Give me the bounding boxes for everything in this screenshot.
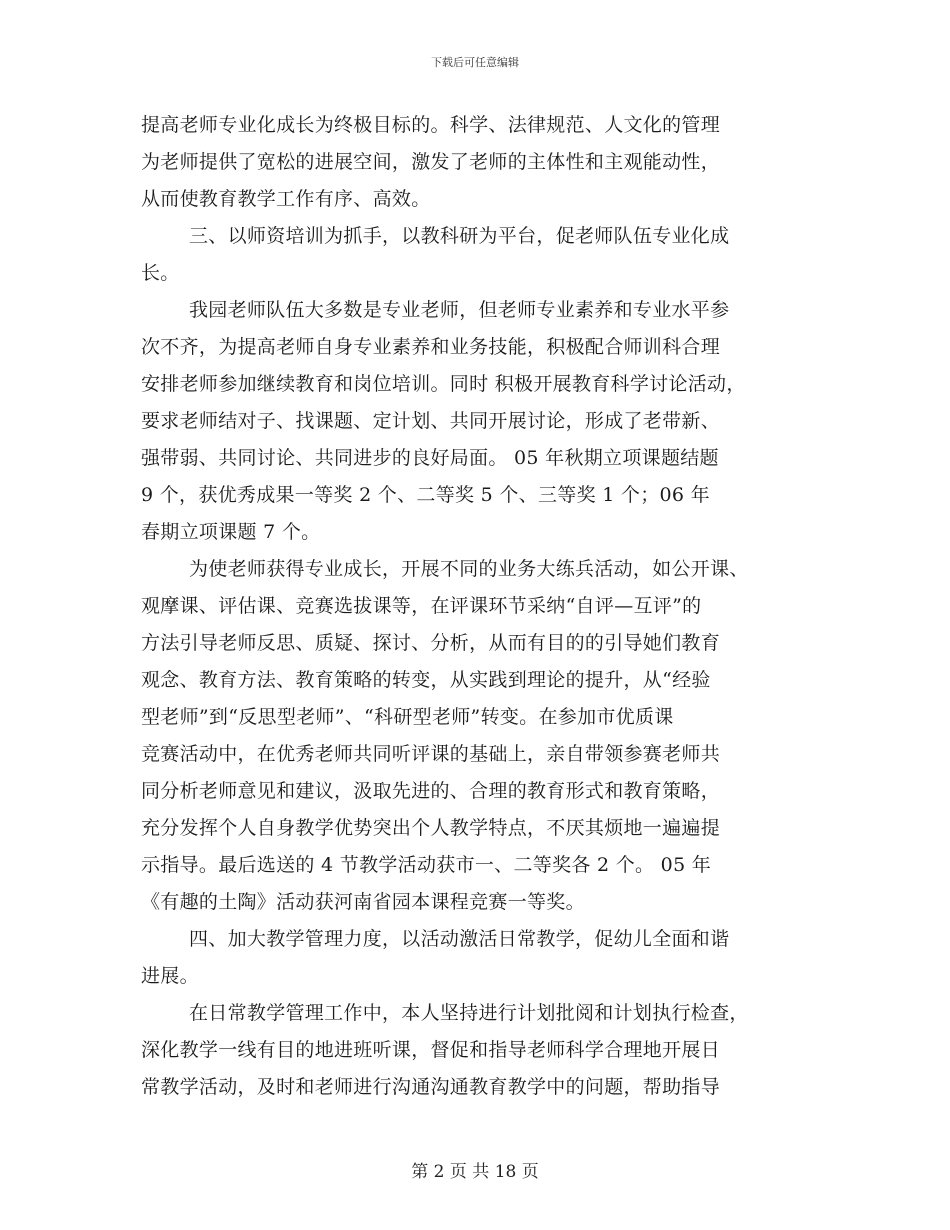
text-line: 春期立项课题 7 个。 xyxy=(141,521,321,543)
text-line: 常教学活动，及时和老师进行沟通沟通教育教学中的问题，帮助指导 xyxy=(141,1076,721,1098)
text-line: 提高老师专业化成长为终极目标的。科学、法律规范、人文化的管理 xyxy=(141,114,721,136)
text-line: 强带弱、共同讨论、共同进步的良好局面。 05 年秋期立项课题结题 xyxy=(141,447,719,469)
text-line: 同分析老师意见和建议，汲取先进的、合理的教育形式和教育策略， xyxy=(141,780,721,802)
text-line: 观念、教育方法、教育策略的转变，从实践到理论的提升，从“经验 xyxy=(141,669,711,691)
page-footer: 第 2 页 共 18 页 xyxy=(411,1162,539,1182)
page-header: 下载后可任意编辑 xyxy=(431,56,519,69)
text-line: 方法引导老师反思、质疑、探讨、分析，从而有目的的引导她们教育 xyxy=(141,632,721,654)
text-line: 为老师提供了宽松的进展空间，激发了老师的主体性和主观能动性， xyxy=(141,151,721,173)
text-line: 进展。 xyxy=(141,965,199,987)
text-line: 长。 xyxy=(141,262,180,284)
text-line: 型老师”到“反思型老师”、“科研型老师”转变。在参加市优质课 xyxy=(141,706,674,728)
document-body xyxy=(141,107,811,1106)
text-line: 四、加大教学管理力度，以活动激活日常教学，促幼儿全面和谐 xyxy=(189,928,730,950)
text-line: 竞赛活动中，在优秀老师共同听评课的基础上，亲自带领参赛老师共 xyxy=(141,743,721,765)
text-line: 为使老师获得专业成长，开展不同的业务大练兵活动，如公开课、 xyxy=(189,558,749,580)
text-line: 要求老师结对子、找课题、定计划、共同开展讨论，形成了老带新、 xyxy=(141,410,721,432)
text-line: 安排老师参加继续教育和岗位培训。同时 积极开展教育科学讨论活动， xyxy=(141,373,746,395)
text-line: 充分发挥个人自身教学优势突出个人教学特点，不厌其烦地一遍遍提 xyxy=(141,817,721,839)
text-line: 9 个，获优秀成果一等奖 2 个、二等奖 5 个、三等奖 1 个；06 年 xyxy=(141,484,710,506)
text-line: 次不齐，为提高老师自身专业素养和业务技能，积极配合师训科合理 xyxy=(141,336,721,358)
text-line: 在日常教学管理工作中，本人坚持进行计划批阅和计划执行检查， xyxy=(189,1002,749,1024)
text-line: 《有趣的土陶》活动获河南省园本课程竞赛一等奖。 xyxy=(141,891,585,913)
text-line: 我园老师队伍大多数是专业老师，但老师专业素养和专业水平参 xyxy=(189,299,730,321)
text-line: 观摩课、评估课、竞赛选拔课等，在评课环节采纳“自评—互评”的 xyxy=(141,595,702,617)
text-line: 三、以师资培训为抓手，以教科研为平台，促老师队伍专业化成 xyxy=(189,225,730,247)
text-line: 从而使教育教学工作有序、高效。 xyxy=(141,188,431,210)
text-line: 示指导。最后选送的 4 节教学活动获市一、二等奖各 2 个。 05 年 xyxy=(141,854,712,876)
text-line: 深化教学一线有目的地进班听课，督促和指导老师科学合理地开展日 xyxy=(141,1039,721,1061)
